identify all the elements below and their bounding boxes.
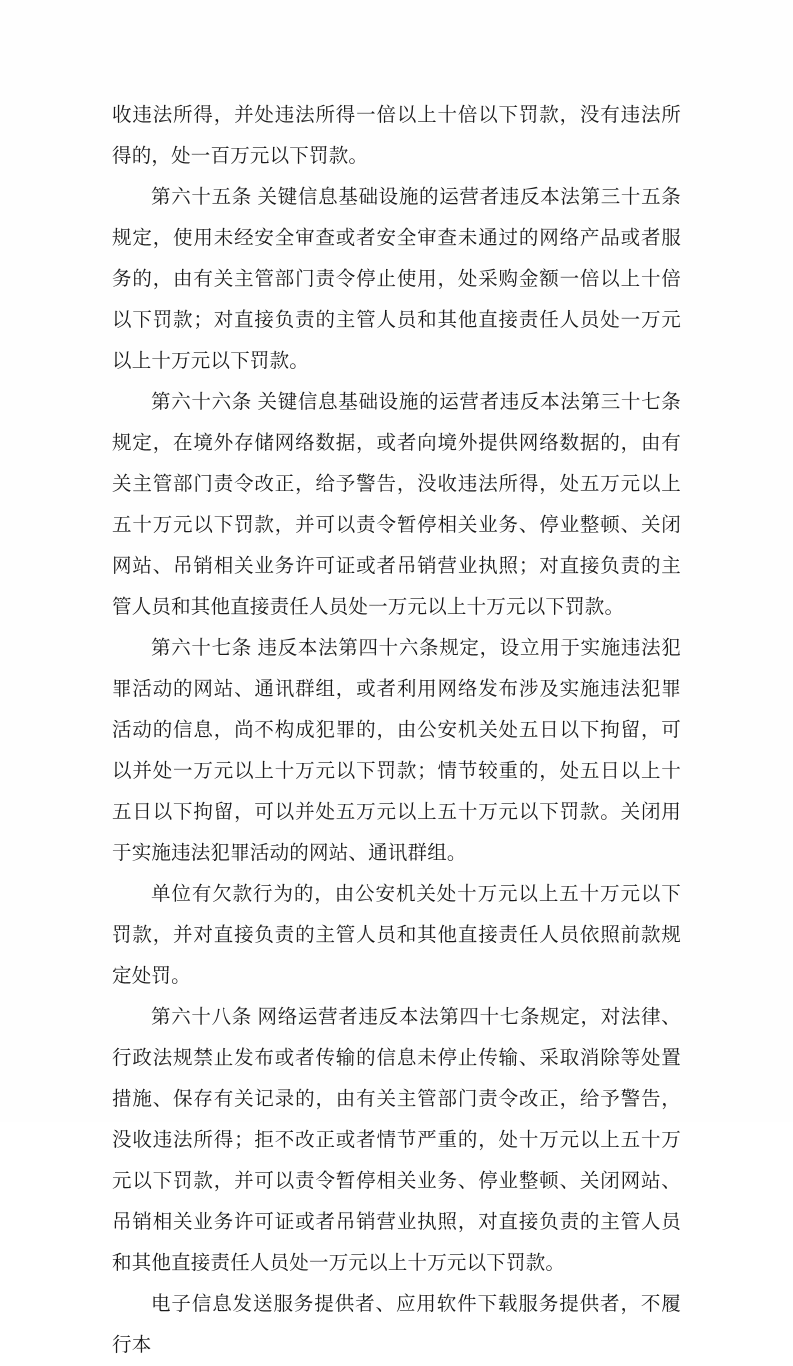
paragraph-article-65: 第六十五条 关键信息基础设施的运营者违反本法第三十五条规定，使用未经安全审查或者安全审查未通过的网络产品或者服务的，由有关主管部门责令停止使用，处采购金额一倍以上十倍以下罚款；对直接负责的主管人员和其他直接责任人员处一万元以上十万元以下罚款。 [112,187,681,372]
paragraph-article-66: 第六十六条 关键信息基础设施的运营者违反本法第三十七条规定，在境外存储网络数据，或者向境外提供网络数据的，由有关主管部门责令改正，给予警告，没收违法所得，处五万元以上五十万元以下罚款，并可以责令暂停相关业务、停业整顿、关闭网站、吊销相关业务许可证或者吊销营业执照；对直接负责的主管人员和其他直接责任人员处一万元以上十万元以下罚款。 [112,392,681,618]
paragraph-article-68-electronic: 电子信息发送服务提供者、应用软件下载服务提供者，不履行本 [112,1294,681,1356]
paragraph-article-67: 第六十七条 违反本法第四十六条规定，设立用于实施违法犯罪活动的网站、通讯群组，或者利用网络发布涉及实施违法犯罪活动的信息，尚不构成犯罪的，由公安机关处五日以下拘留，可以并处一万元以上十万元以下罚款；情节较重的，处五日以上十五日以下拘留，可以并处五万元以上五十万元以下罚款。关闭用于实施违法犯罪活动的网站、通讯群组。 [112,638,681,864]
paragraph-article-67-unit: 单位有欠款行为的，由公安机关处十万元以上五十万元以下罚款，并对直接负责的主管人员和其他直接责任人员依照前款规定处罚。 [112,884,681,987]
paragraph-article-68: 第六十八条 网络运营者违反本法第四十七条规定，对法律、行政法规禁止发布或者传输的信息未停止传输、采取消除等处置措施、保存有关记录的，由有关主管部门责令改正，给予警告，没收违法所得；拒不改正或者情节严重的，处十万元以上五十万元以下罚款，并可以责令暂停相关业务、停业整顿、关闭网站、吊销相关业务许可证或者吊销营业执照，对直接负责的主管人员和其他直接责任人员处一万元以上十万元以下罚款。 [112,1007,681,1274]
paragraph-continued-64: 收违法所得，并处违法所得一倍以上十倍以下罚款，没有违法所得的，处一百万元以下罚款。 [112,105,681,167]
document-body [112,95,681,1366]
